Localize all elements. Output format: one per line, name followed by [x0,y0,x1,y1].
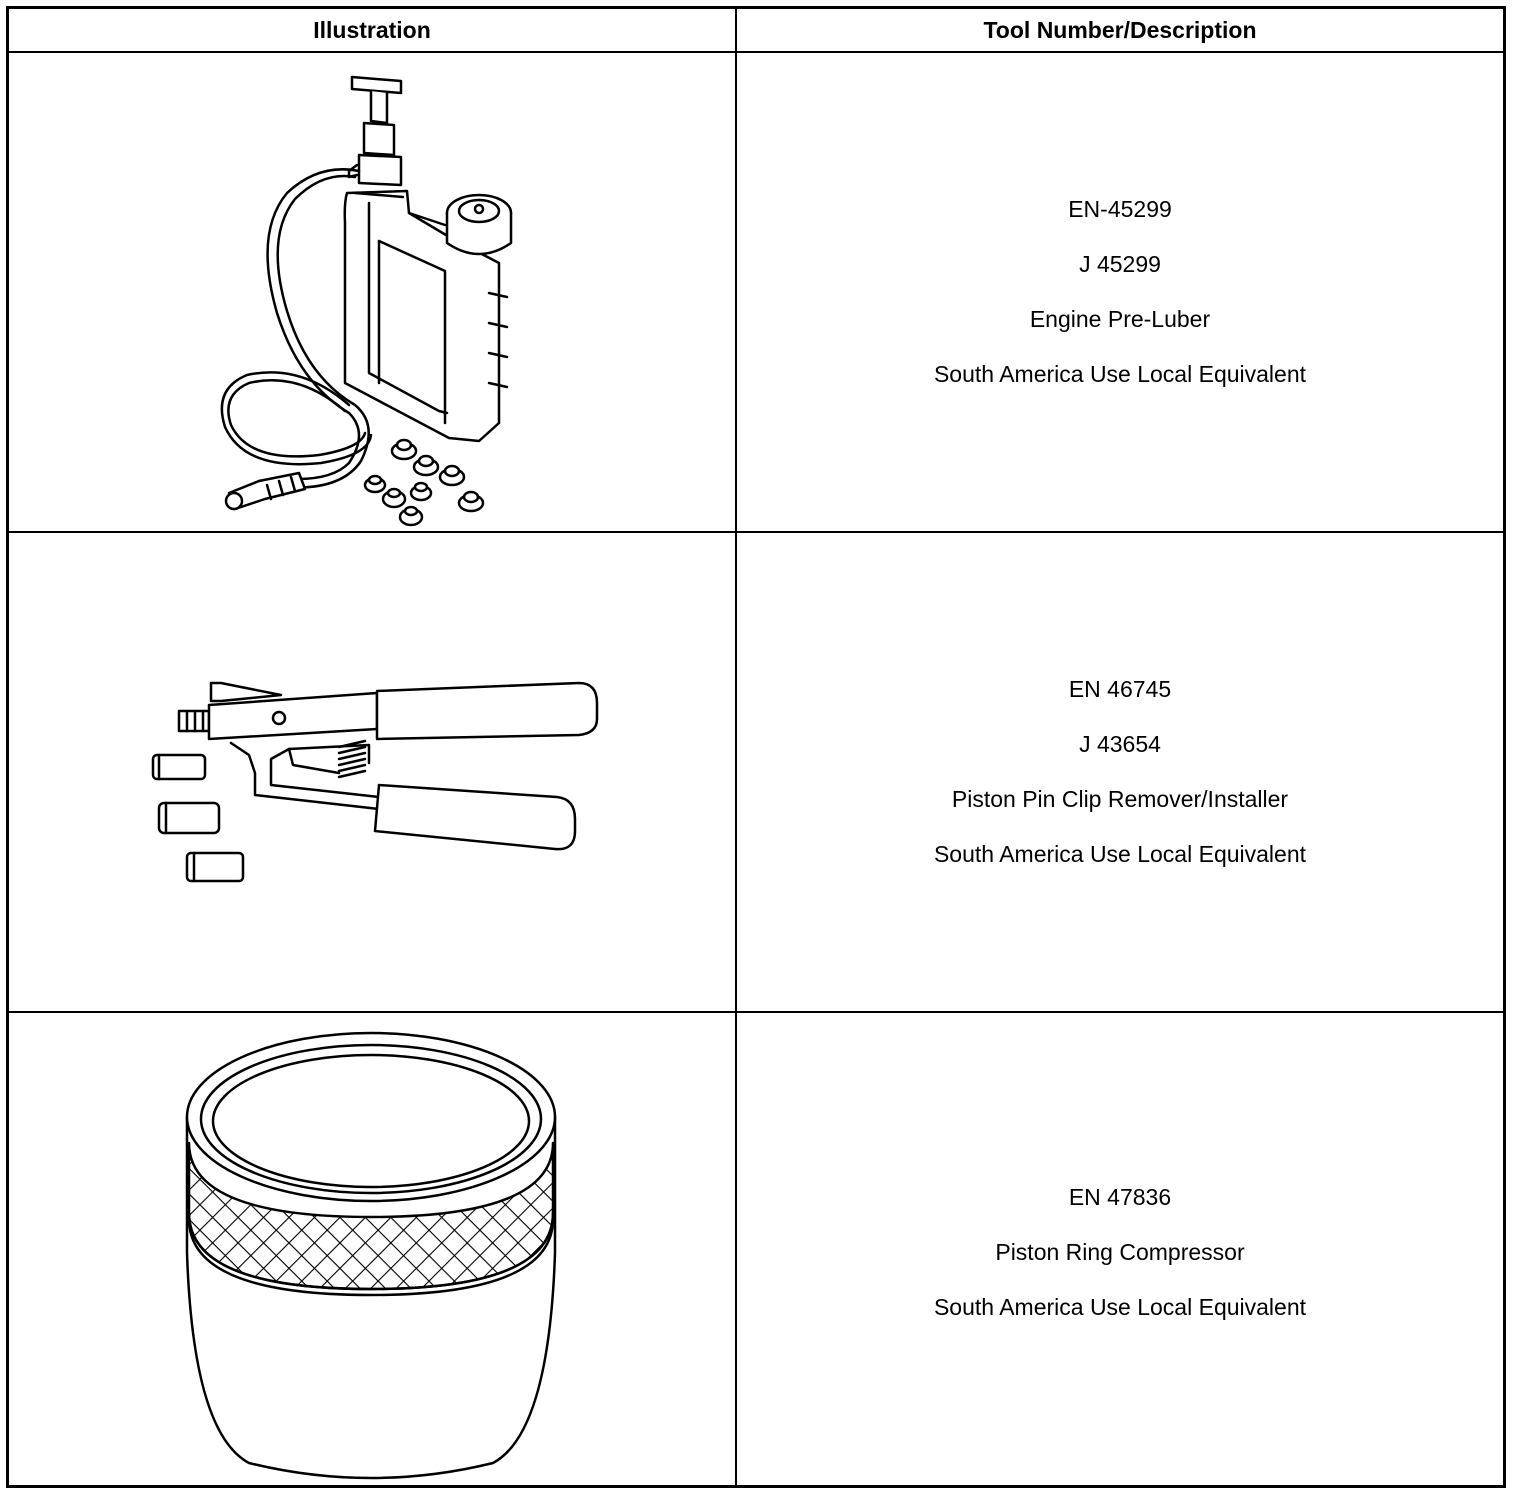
tool-description: Piston Pin Clip Remover/Installer [951,786,1289,812]
table-row [9,53,1503,533]
tool-regional-note: South America Use Local Equivalent [933,841,1307,867]
engine-pre-luber-icon [9,53,735,531]
description-cell [737,1013,1503,1491]
table-header-row [9,9,1503,53]
tool-alt-number: J 43654 [1079,731,1161,757]
table-row [9,533,1503,1013]
tool-number: EN 46745 [1068,676,1172,702]
illustration-cell [9,1013,735,1491]
tool-alt-number: J 45299 [1079,251,1161,277]
description-cell [737,533,1503,1011]
header-illustration: Illustration [313,17,431,43]
piston-ring-compressor-icon [9,1013,735,1487]
header-tool-description: Tool Number/Description [983,17,1257,43]
tool-description: Piston Ring Compressor [995,1238,1245,1265]
description-cell [737,53,1503,531]
illustration-cell [9,533,735,1011]
tool-regional-note: South America Use Local Equivalent [933,361,1307,387]
piston-pin-clip-tool-icon [9,533,735,1011]
tool-number: EN 47836 [1068,1183,1172,1210]
tool-number: EN-45299 [1068,196,1172,222]
tool-regional-note: South America Use Local Equivalent [933,1293,1307,1320]
tool-description: Engine Pre-Luber [1029,306,1211,332]
illustration-cell [9,53,735,531]
table-row [9,1013,1503,1491]
tool-table [6,6,1506,1488]
